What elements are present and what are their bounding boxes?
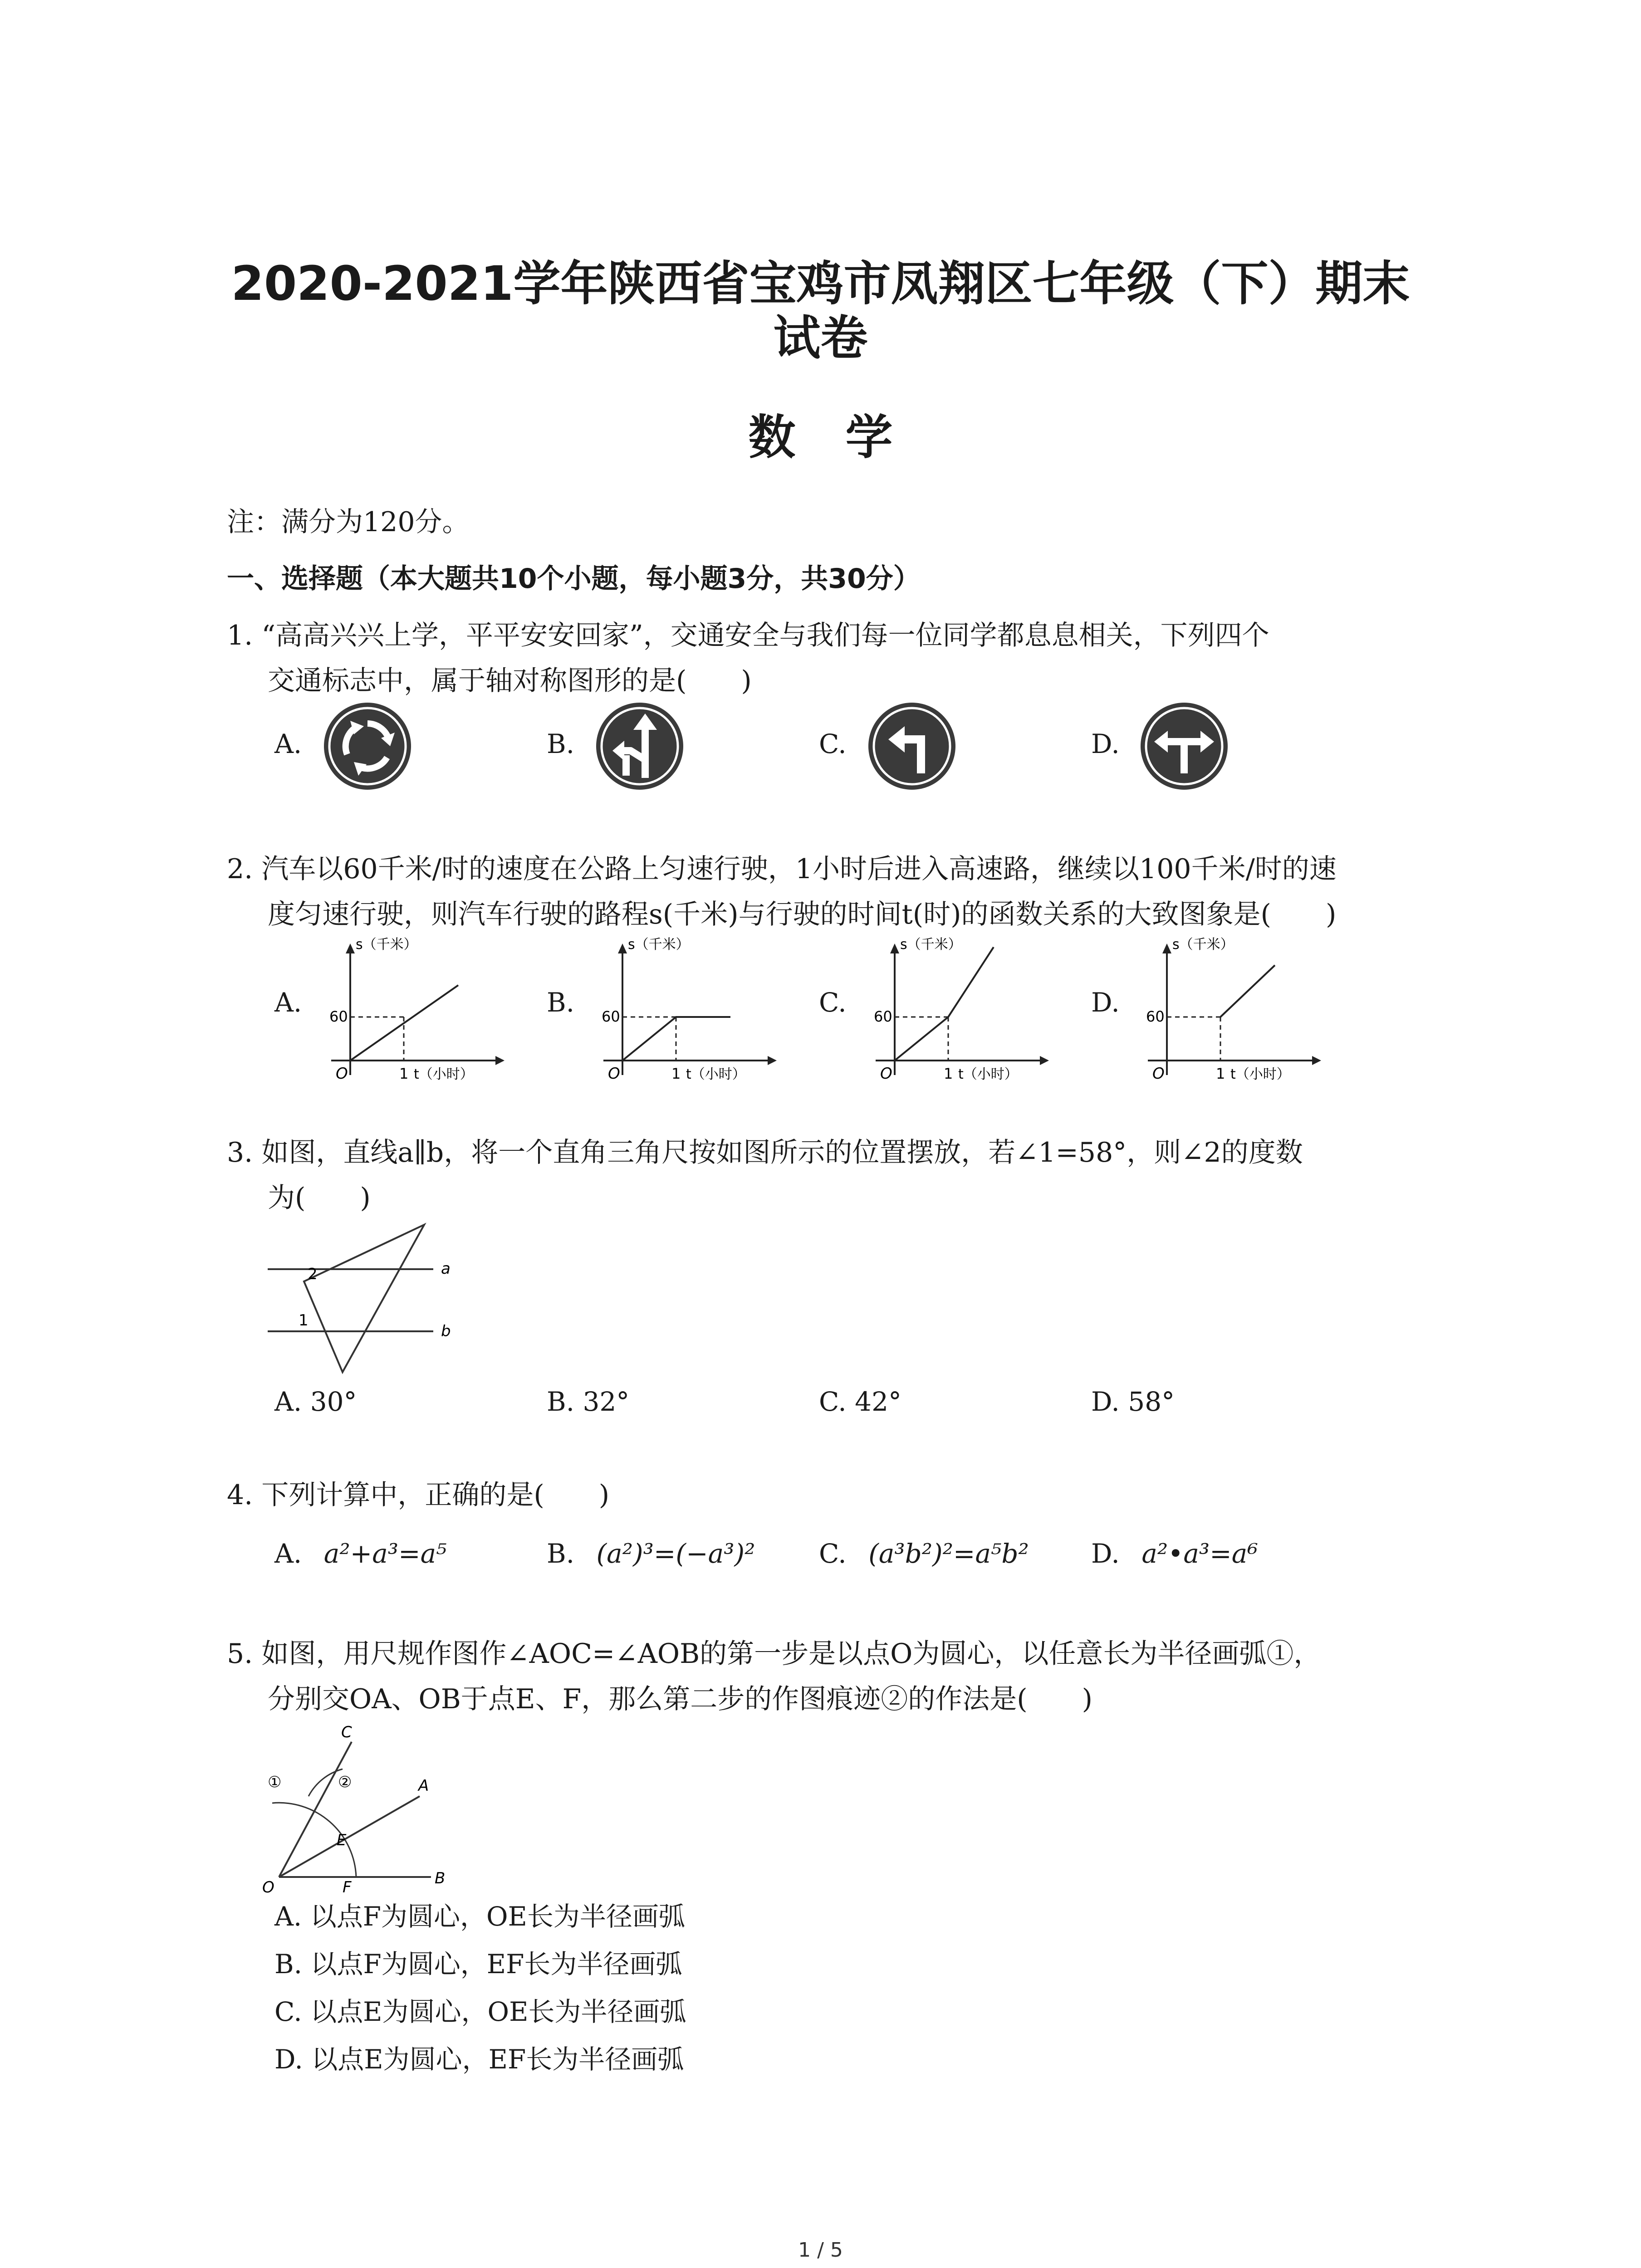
x-axis-label: t（小时） bbox=[958, 1066, 1018, 1082]
q2-graph-b bbox=[590, 934, 780, 1084]
q1-line1: 1. “高高兴兴上学，平平安安回家”，交通安全与我们每一位同学都息息相关，下列四个 bbox=[227, 620, 1269, 651]
point-f-label: F bbox=[343, 1878, 352, 1896]
line-a-label: a bbox=[441, 1260, 451, 1278]
q4-option-b bbox=[547, 1538, 755, 1569]
y-tick-60: 60 bbox=[329, 1008, 348, 1025]
straight-left-sign-icon bbox=[594, 701, 685, 792]
point-c-label: C bbox=[341, 1724, 352, 1741]
q2-line1: 2. 汽车以60千米/时的速度在公路上匀速行驶，1小时后进入高速路，继续以100千米/时的速 bbox=[227, 853, 1337, 885]
q4-option-c bbox=[819, 1538, 1029, 1569]
y-axis-label: s（千米） bbox=[900, 937, 962, 953]
turn-left-sign-icon bbox=[867, 701, 957, 792]
roundabout-sign-icon bbox=[322, 701, 413, 792]
y-axis-label: s（千米） bbox=[1172, 937, 1234, 953]
q3-option-a: A. 30° bbox=[274, 1386, 357, 1417]
q3-option-b: B. 32° bbox=[547, 1386, 630, 1417]
x-tick-1: 1 bbox=[399, 1065, 409, 1082]
point-o-label: O bbox=[262, 1878, 274, 1896]
q4-option-d-expr: a²•a³=a⁶ bbox=[1141, 1538, 1258, 1569]
x-tick-1: 1 bbox=[944, 1065, 953, 1082]
q2-line2: 度匀速行驶，则汽车行驶的路程s(千米)与行驶的时间t(时)的函数关系的大致图象是( ) bbox=[268, 899, 1337, 930]
x-axis-label: t（小时） bbox=[414, 1066, 474, 1082]
q1-option-d-label: D. bbox=[1091, 728, 1120, 759]
arc-2-label: ② bbox=[338, 1773, 352, 1791]
q4-option-d bbox=[1091, 1538, 1258, 1569]
point-b-label: B bbox=[435, 1869, 446, 1887]
section-heading: 一、选择题（本大题共10个小题，每小题3分，共30分） bbox=[227, 563, 921, 595]
q2-graph-a bbox=[318, 934, 508, 1084]
point-a-label: A bbox=[418, 1777, 429, 1795]
q4-option-d-label: D. bbox=[1091, 1538, 1120, 1569]
q1-option-b-label: B. bbox=[547, 728, 575, 759]
origin-label: O bbox=[1152, 1065, 1165, 1083]
y-tick-60: 60 bbox=[874, 1008, 892, 1025]
left-right-sign-icon bbox=[1139, 701, 1230, 792]
subject-title: 数学 bbox=[748, 410, 943, 465]
point-e-label: E bbox=[337, 1831, 347, 1849]
q3-line1: 3. 如图，直线a∥b，将一个直角三角尺按如图所示的位置摆放，若∠1=58°，则∠2的度数 bbox=[227, 1137, 1303, 1168]
y-tick-60: 60 bbox=[1146, 1008, 1165, 1025]
q4-option-c-expr: (a³b²)²=a⁵b² bbox=[868, 1538, 1029, 1569]
page-title-line1: 2020-2021学年陕西省宝鸡市凤翔区七年级（下）期末 bbox=[231, 256, 1410, 311]
q2-option-c-label: C. bbox=[819, 987, 847, 1018]
q3-option-d: D. 58° bbox=[1091, 1386, 1175, 1417]
x-axis-label: t（小时） bbox=[686, 1066, 746, 1082]
q4-line1: 4. 下列计算中，正确的是( ) bbox=[227, 1479, 610, 1511]
y-axis-label: s（千米） bbox=[356, 937, 417, 953]
y-axis-label: s（千米） bbox=[628, 937, 690, 953]
page-title-line2: 试卷 bbox=[773, 310, 868, 366]
q2-graph-d bbox=[1134, 934, 1325, 1084]
y-tick-60: 60 bbox=[602, 1008, 620, 1025]
q1-option-a-label: A. bbox=[274, 728, 302, 759]
q5-line2: 分别交OA、OB于点E、F，那么第二步的作图痕迹②的作法是( ) bbox=[268, 1683, 1093, 1715]
q5-option-d: D. 以点E为圆心，EF长为半径画弧 bbox=[274, 2044, 684, 2075]
q5-option-c: C. 以点E为圆心，OE长为半径画弧 bbox=[274, 1996, 686, 2027]
q5-option-a: A. 以点F为圆心，OE长为半径画弧 bbox=[274, 1901, 685, 1932]
q2-option-a-label: A. bbox=[274, 987, 302, 1018]
arc-1-label: ① bbox=[268, 1773, 282, 1791]
q3-triangle-figure bbox=[263, 1220, 463, 1379]
q4-option-a-label: A. bbox=[274, 1538, 302, 1569]
q4-option-a bbox=[274, 1538, 446, 1569]
x-tick-1: 1 bbox=[671, 1065, 681, 1082]
q2-option-d-label: D. bbox=[1091, 987, 1120, 1018]
origin-label: O bbox=[336, 1065, 348, 1083]
q2-graph-c bbox=[862, 934, 1053, 1084]
angle-2-label: 2 bbox=[308, 1265, 318, 1283]
q2-option-b-label: B. bbox=[547, 987, 575, 1018]
q3-line2: 为( ) bbox=[268, 1182, 371, 1214]
q5-construction-figure bbox=[259, 1724, 476, 1896]
q4-option-c-label: C. bbox=[819, 1538, 847, 1569]
q1-line2: 交通标志中，属于轴对称图形的是( ) bbox=[268, 665, 752, 697]
origin-label: O bbox=[608, 1065, 620, 1083]
q3-option-c: C. 42° bbox=[819, 1386, 901, 1417]
x-tick-1: 1 bbox=[1216, 1065, 1225, 1082]
q1-option-c-label: C. bbox=[819, 728, 847, 759]
q4-option-a-expr: a²+a³=a⁵ bbox=[323, 1538, 447, 1569]
q5-option-b: B. 以点F为圆心，EF长为半径画弧 bbox=[274, 1949, 682, 1980]
page-number: 1 / 5 bbox=[798, 2239, 843, 2262]
q4-option-b-expr: (a²)³=(−a³)² bbox=[596, 1538, 755, 1569]
angle-1-label: 1 bbox=[299, 1311, 309, 1330]
origin-label: O bbox=[880, 1065, 892, 1083]
x-axis-label: t（小时） bbox=[1230, 1066, 1290, 1082]
q4-option-b-label: B. bbox=[547, 1538, 575, 1569]
line-b-label: b bbox=[441, 1322, 451, 1340]
q5-line1: 5. 如图，用尺规作图作∠AOC=∠AOB的第一步是以点O为圆心，以任意长为半径画弧①， bbox=[227, 1638, 1321, 1670]
score-note: 注：满分为120分。 bbox=[227, 506, 470, 538]
